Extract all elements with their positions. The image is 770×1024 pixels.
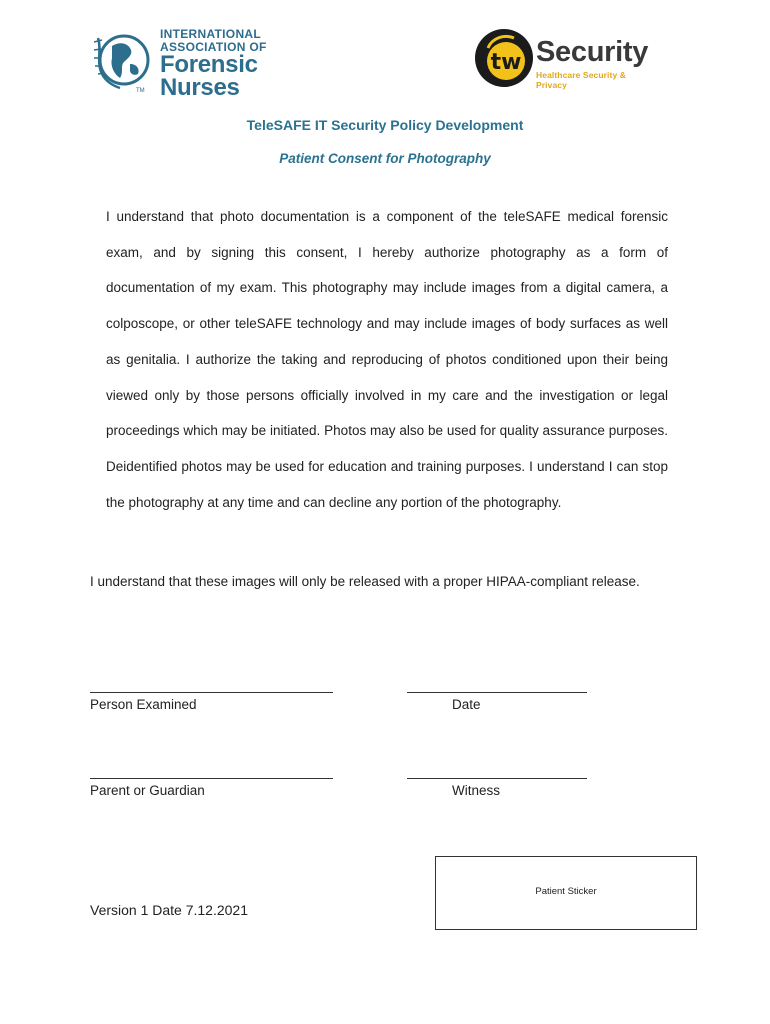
iafn-logo-line3: Forensic xyxy=(160,51,258,78)
tw-logo-icon xyxy=(474,28,534,88)
document-title: TeleSAFE IT Security Policy Development xyxy=(246,117,524,133)
iafn-logo-line2: ASSOCIATION OF xyxy=(160,40,267,54)
document-subtitle: Patient Consent for Photography xyxy=(279,151,491,166)
iafn-logo-line1: INTERNATIONAL xyxy=(160,27,262,41)
iafn-logo-line4: Nurses xyxy=(160,74,240,101)
version-date: Version 1 Date 7.12.2021 xyxy=(90,902,249,918)
parent-guardian-signature-line[interactable] xyxy=(90,778,333,779)
parent-guardian-label: Parent or Guardian xyxy=(90,783,205,798)
patient-sticker-label: Patient Sticker xyxy=(535,886,597,897)
person-examined-label: Person Examined xyxy=(90,697,197,712)
iafn-trademark: TM xyxy=(136,88,145,94)
date-signature-line[interactable] xyxy=(407,692,587,693)
date-label: Date xyxy=(452,697,481,712)
witness-signature-line[interactable] xyxy=(407,778,587,779)
globe-icon xyxy=(90,28,154,92)
consent-body-text: I understand that photo documentation is a component of the teleSAFE medical forensic exam, and by signing this consent, I hereby authorize photography as a form of documentation of my exam. This photography may include images from a digital camera, a colposcope, or other teleSAFE technology and may include images of body surfaces as well as genitalia. I authorize the taking and reproducing of photos conditioned upon their being viewed only by those persons officially involved in my care and the investigation or legal proceedings which may be initiated. Photos may also be used for quality assurance purposes. Deidentified photos may be used for education and training purposes. I understand I can stop the photography at any time and can decline any portion of the photography. xyxy=(106,209,668,510)
person-examined-signature-line[interactable] xyxy=(90,692,333,693)
tw-logo-tagline: Healthcare Security & Privacy xyxy=(536,70,626,90)
tw-logo-mark: tw xyxy=(490,50,522,75)
tw-security-logo xyxy=(474,22,654,92)
iafn-logo xyxy=(88,24,268,100)
release-statement: I understand that these images will only be released with a proper HIPAA-compliant release. xyxy=(90,574,640,589)
tw-logo-name: Security xyxy=(536,36,649,68)
witness-label: Witness xyxy=(452,783,501,798)
patient-sticker-box xyxy=(435,856,697,930)
